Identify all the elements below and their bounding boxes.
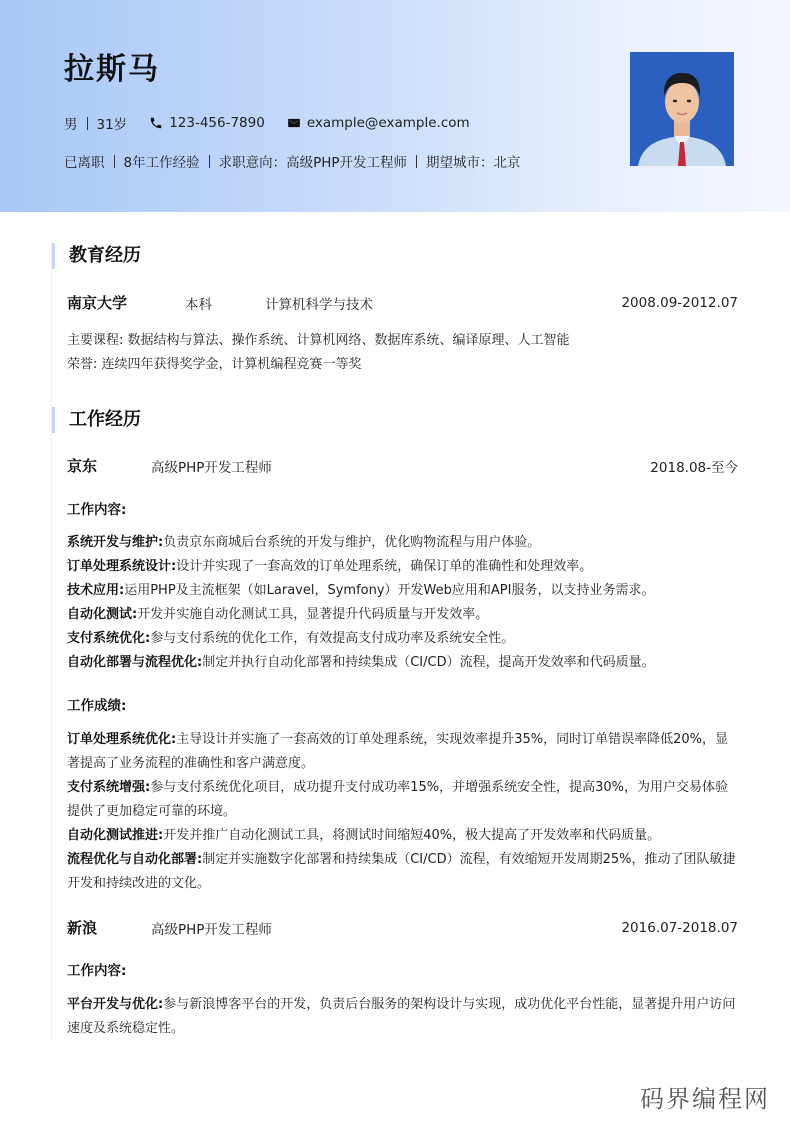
list-item: 自动化部署与流程优化:制定并执行自动化部署和持续集成（CI/CD）流程，提高开发效率和代码质量。 bbox=[67, 655, 655, 670]
contact-row bbox=[64, 113, 470, 133]
list-item: 系统开发与维护:负责京东商城后台系统的开发与维护，优化购物流程与用户体验。 bbox=[67, 535, 541, 550]
job-content-list bbox=[67, 531, 739, 675]
divider bbox=[87, 117, 88, 130]
site-watermark: 码界编程网 bbox=[640, 1085, 770, 1113]
list-item: 支付系统优化:参与支付系统的优化工作，有效提高支付成功率及系统安全性。 bbox=[67, 631, 515, 646]
expected-city: 期望城市：北京 bbox=[426, 155, 521, 171]
employment-status: 已离职 bbox=[64, 155, 105, 171]
job-row-jd bbox=[67, 455, 738, 476]
gender: 男 bbox=[64, 117, 78, 133]
phone-icon bbox=[149, 116, 163, 130]
company-name: 新浪 bbox=[67, 919, 98, 937]
divider bbox=[416, 155, 417, 168]
section-title-education: 教育经历 bbox=[52, 243, 141, 269]
timeline-line bbox=[51, 240, 52, 1040]
job-row-sina bbox=[67, 917, 738, 938]
job-date: 2018.08-至今 bbox=[650, 459, 738, 476]
phone-number: 123-456-7890 bbox=[169, 115, 265, 131]
email-icon bbox=[287, 116, 301, 130]
education-date: 2008.09-2012.07 bbox=[621, 294, 738, 311]
experience-years: 8年工作经验 bbox=[123, 155, 200, 171]
divider bbox=[114, 155, 115, 168]
job-intention: 求职意向：高级PHP开发工程师 bbox=[218, 155, 408, 171]
school-name: 南京大学 bbox=[67, 294, 128, 312]
job-date: 2016.07-2018.07 bbox=[621, 919, 738, 936]
list-item: 平台开发与优化:参与新浪博客平台的开发，负责后台服务的架构设计与实现，成功优化平台性能，显著提升用户访问速度及系统稳定性。 bbox=[67, 997, 736, 1036]
job-intent-row bbox=[64, 151, 521, 171]
candidate-name: 拉斯马 bbox=[64, 52, 160, 87]
job-role: 高级PHP开发工程师 bbox=[151, 921, 272, 938]
job-role: 高级PHP开发工程师 bbox=[151, 459, 272, 476]
divider bbox=[209, 155, 210, 168]
list-item: 自动化测试推进:开发并推广自动化测试工具，将测试时间缩短40%，极大提高了开发效率和代码质量。 bbox=[67, 828, 661, 843]
list-item: 自动化测试:开发并实施自动化测试工具，显著提升代码质量与开发效率。 bbox=[67, 607, 489, 622]
job-achievements-title: 工作成绩: bbox=[67, 698, 127, 714]
major: 计算机科学与技术 bbox=[265, 296, 373, 313]
education-courses: 主要课程: 数据结构与算法、操作系统、计算机网络、数据库系统、编译原理、人工智能 bbox=[67, 333, 570, 348]
list-item: 技术应用:运用PHP及主流框架（如Laravel，Symfony）开发Web应用和API服务，以支持业务需求。 bbox=[67, 583, 655, 598]
section-title-work: 工作经历 bbox=[52, 407, 141, 433]
education-honors: 荣誉: 连续四年获得奖学金，计算机编程竞赛一等奖 bbox=[67, 357, 362, 372]
degree: 本科 bbox=[185, 296, 212, 313]
education-row bbox=[67, 292, 738, 313]
resume-header bbox=[0, 0, 790, 212]
list-item: 订单处理系统优化:主导设计并实施了一套高效的订单处理系统，实现效率提升35%，同时订单错误率降低20%，显著提高了业务流程的准确性和客户满意度。 bbox=[67, 732, 728, 771]
job-content-title: 工作内容: bbox=[67, 502, 127, 518]
job-achievements-list bbox=[67, 728, 739, 896]
email-address: example@example.com bbox=[306, 115, 470, 131]
company-name: 京东 bbox=[67, 457, 98, 475]
list-item: 流程优化与自动化部署:制定并实施数字化部署和持续集成（CI/CD）流程，有效缩短开发周期25%，推动了团队敏捷开发和持续改进的文化。 bbox=[67, 852, 736, 891]
list-item: 支付系统增强:参与支付系统优化项目，成功提升支付成功率15%，并增强系统安全性，提高30%，为用户交易体验提供了更加稳定可靠的环境。 bbox=[67, 780, 728, 819]
job-content-list bbox=[67, 993, 739, 1041]
job-content-title: 工作内容: bbox=[67, 963, 127, 979]
age: 31岁 bbox=[96, 117, 128, 133]
list-item: 订单处理系统设计:设计并实现了一套高效的订单处理系统，确保订单的准确性和处理效率。 bbox=[67, 559, 593, 574]
profile-photo bbox=[630, 52, 734, 166]
